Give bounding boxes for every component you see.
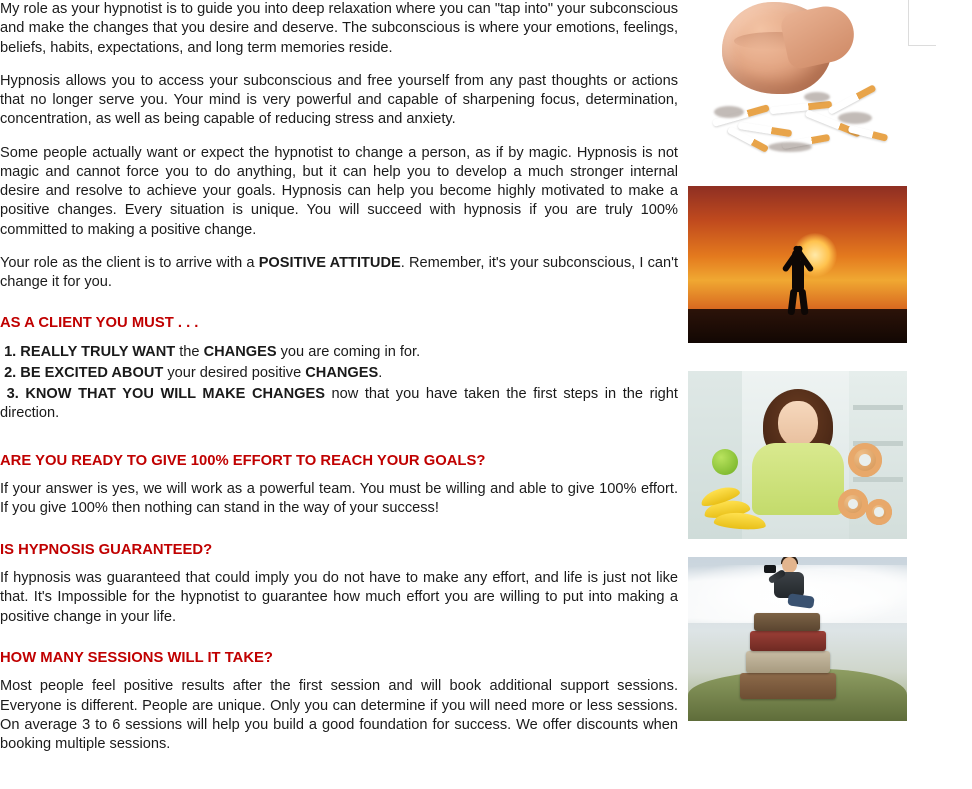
list-item-number: 2. [4,364,17,381]
paragraph-hypnosis-not-magic: Some people actually want or expect the hypnotist to change a person, as if by magic. Hypnosis is not magic and cannot force you to do anything, but it can help you to develop a much stronger internal desire and resolve to achieve your goals. Hypnosis can help you become highly motivated to make a positive changes. Every situation is unique. You will succeed with hypnosis if you are truly 100% committed to making a positive change. [0,144,678,238]
client-role-text-after: . Remember, it's your subconscious, I can't change it for you. [0,254,678,290]
list-item-bold-2: CHANGES [305,364,379,381]
heading-how-many-sessions: HOW MANY SESSIONS WILL IT TAKE? [0,649,273,666]
suitcase [754,613,820,631]
fist-crushing-cigarettes-photo [688,0,907,170]
list-item-plain-1: the [175,343,204,360]
face-shape [778,401,818,447]
client-role-text-before: Your role as the client is to arrive with a [0,254,259,271]
donut [866,499,892,525]
suitcase [746,651,830,673]
list-item-bold-1: KNOW THAT YOU WILL MAKE CHANGES [25,386,325,403]
list-item [0,364,678,383]
list-item-plain-2: . [378,364,383,381]
client-must-list [0,343,678,424]
window-edge-panel [908,0,936,46]
sunset-victory-silhouette-photo [688,186,907,343]
suitcase [750,631,826,651]
heading-as-a-client-you-must: AS A CLIENT YOU MUST . . . [0,315,199,332]
client-role-emphasis: POSITIVE ATTITUDE [258,254,401,271]
person-silhouette [771,235,825,313]
list-item-plain-1: now that you have taken the first steps in the right direction. [0,386,678,422]
paragraph-hypnosis-access: Hypnosis allows you to access your subconscious and free yourself from any past thoughts or actions that no longer serve you. Your mind is very powerful and capable of sharpening focus, determination, concentration, as well as being capable of reducing stress and anxiety. [0,72,678,128]
paragraph-ready-to-give-100-percent: If your answer is yes, we will work as a powerful team. You must be willing and able to give 100% effort. If you give 100% then nothing can stand in the way of your success! [0,481,678,517]
suitcase [740,673,836,699]
donut [838,489,868,519]
list-item-number: 1. [4,343,17,360]
donut [848,443,882,477]
list-item-bold-1: BE EXCITED ABOUT [20,364,164,381]
green-apple [712,449,738,475]
paragraph-role-of-hypnotist: My role as your hypnotist is to guide you into deep relaxation where you can "tap into" your subconscious and make the changes that you desire and deserve. The subconscious is where your emotions, feelings, beliefs, habits, expectations, and long term memories reside. [0,1,679,56]
paragraph-client-role [0,254,678,293]
heading-is-hypnosis-guaranteed: IS HYPNOSIS GUARANTEED? [0,541,213,558]
list-item [0,385,678,424]
paragraph-how-many-sessions: Most people feel positive results after the first session and will book additional support sessions. Everyone is different. People are unique. Only you can determine if you will need more or less sessions. On average 3 to 6 sessions will help you build a good foundation for success. We offer discounts when booking multiple sessions. [0,678,678,753]
woman-choosing-apple-over-donuts-photo [688,371,907,539]
list-item [0,343,678,362]
man-figure [762,557,820,615]
list-item-bold-1: REALLY TRULY WANT [20,343,176,360]
heading-ready-to-give-100-percent: ARE YOU READY TO GIVE 100% EFFORT TO REACH YOUR GOALS? [0,452,486,469]
binoculars-icon [764,565,776,573]
paragraph-is-hypnosis-guaranteed: If hypnosis was guaranteed that could imply you do not have to make any effort, and life is just not like that. It's Impossible for the hypnotist to guarantee how much effort you are willing to put into making a positive change in your life. [0,570,678,625]
list-item-number: 3. [6,386,19,403]
man-on-luggage-with-binoculars-photo [688,557,907,721]
list-item-bold-2: CHANGES [203,343,277,360]
list-item-plain-2: you are coming in for. [276,343,421,360]
shirt-shape [752,443,844,515]
cigarettes-group [708,86,893,156]
list-item-plain-1: your desired positive [163,364,306,381]
